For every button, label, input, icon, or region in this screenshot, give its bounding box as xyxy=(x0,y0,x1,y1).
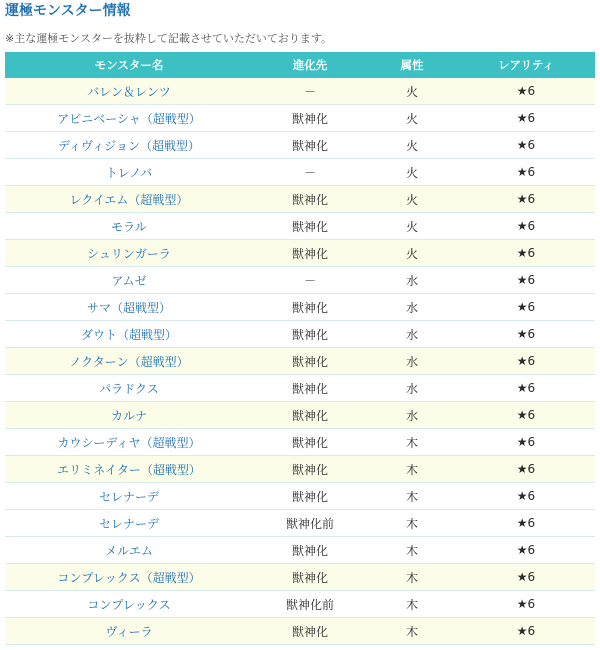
attribute-cell: 木 xyxy=(367,618,457,645)
rarity-cell: ★6 xyxy=(457,213,595,240)
monster-name-link[interactable]: トレノバ xyxy=(5,159,253,186)
monster-name-link[interactable]: セレナーデ xyxy=(5,510,253,537)
rarity-cell: ★6 xyxy=(457,375,595,402)
monster-name-link[interactable]: レクイエム（超戦型） xyxy=(5,186,253,213)
table-row xyxy=(5,618,595,645)
evolution-cell: 獣神化 xyxy=(253,321,367,348)
rarity-cell: ★6 xyxy=(457,618,595,645)
evolution-cell: － xyxy=(253,159,367,186)
table-row xyxy=(5,132,595,159)
attribute-cell: 火 xyxy=(367,240,457,267)
rarity-cell: ★6 xyxy=(457,294,595,321)
monster-name-link[interactable]: コンプレックス xyxy=(5,591,253,618)
table-row xyxy=(5,510,595,537)
table-row xyxy=(5,186,595,213)
evolution-cell: 獣神化 xyxy=(253,132,367,159)
evolution-cell: － xyxy=(253,267,367,294)
table-row xyxy=(5,483,595,510)
page-title: 運極モンスター情報 xyxy=(5,3,131,19)
attribute-cell: 水 xyxy=(367,294,457,321)
evolution-cell: 獣神化 xyxy=(253,618,367,645)
rarity-cell: ★6 xyxy=(457,321,595,348)
monster-name-link[interactable]: ノクターン（超戦型） xyxy=(5,348,253,375)
monster-name-link[interactable]: パラドクス xyxy=(5,375,253,402)
monster-name-link[interactable]: セレナーデ xyxy=(5,483,253,510)
evolution-cell: 獣神化 xyxy=(253,537,367,564)
attribute-cell: 水 xyxy=(367,348,457,375)
table-row xyxy=(5,294,595,321)
attribute-cell: 火 xyxy=(367,105,457,132)
table-row xyxy=(5,402,595,429)
monster-name-link[interactable]: バレン＆レンツ xyxy=(5,78,253,105)
table-body xyxy=(5,78,595,645)
evolution-cell: 獣神化前 xyxy=(253,591,367,618)
monster-name-link[interactable]: メルエム xyxy=(5,537,253,564)
monster-name-link[interactable]: アムゼ xyxy=(5,267,253,294)
table-row xyxy=(5,348,595,375)
monster-name-link[interactable]: シュリンガーラ xyxy=(5,240,253,267)
table-row xyxy=(5,375,595,402)
attribute-cell: 水 xyxy=(367,267,457,294)
evolution-cell: 獣神化 xyxy=(253,105,367,132)
monster-name-link[interactable]: ヴィーラ xyxy=(5,618,253,645)
evolution-cell: － xyxy=(253,78,367,105)
table-row xyxy=(5,537,595,564)
header-monster-name: モンスター名 xyxy=(5,52,253,78)
attribute-cell: 木 xyxy=(367,510,457,537)
attribute-cell: 火 xyxy=(367,159,457,186)
monster-name-link[interactable]: ダウト（超戦型） xyxy=(5,321,253,348)
rarity-cell: ★6 xyxy=(457,564,595,591)
rarity-cell: ★6 xyxy=(457,456,595,483)
table-row xyxy=(5,591,595,618)
monster-name-link[interactable]: モラル xyxy=(5,213,253,240)
table-row xyxy=(5,159,595,186)
rarity-cell: ★6 xyxy=(457,510,595,537)
table-row xyxy=(5,429,595,456)
rarity-cell: ★6 xyxy=(457,429,595,456)
monster-table xyxy=(5,52,595,645)
evolution-cell: 獣神化 xyxy=(253,375,367,402)
table-header xyxy=(5,52,595,78)
attribute-cell: 火 xyxy=(367,78,457,105)
rarity-cell: ★6 xyxy=(457,186,595,213)
evolution-cell: 獣神化 xyxy=(253,348,367,375)
attribute-cell: 火 xyxy=(367,132,457,159)
evolution-cell: 獣神化 xyxy=(253,240,367,267)
table-row xyxy=(5,456,595,483)
monster-name-link[interactable]: エリミネイター（超戦型） xyxy=(5,456,253,483)
evolution-cell: 獣神化 xyxy=(253,402,367,429)
table-row xyxy=(5,213,595,240)
attribute-cell: 水 xyxy=(367,402,457,429)
header-rarity: レアリティ xyxy=(457,52,595,78)
evolution-cell: 獣神化 xyxy=(253,456,367,483)
header-evolution: 進化先 xyxy=(253,52,367,78)
attribute-cell: 火 xyxy=(367,186,457,213)
evolution-cell: 獣神化 xyxy=(253,294,367,321)
rarity-cell: ★6 xyxy=(457,537,595,564)
table-row xyxy=(5,78,595,105)
rarity-cell: ★6 xyxy=(457,159,595,186)
monster-name-link[interactable]: アビニベーシャ（超戦型） xyxy=(5,105,253,132)
table-row xyxy=(5,240,595,267)
attribute-cell: 木 xyxy=(367,483,457,510)
rarity-cell: ★6 xyxy=(457,483,595,510)
attribute-cell: 木 xyxy=(367,429,457,456)
attribute-cell: 木 xyxy=(367,456,457,483)
attribute-cell: 火 xyxy=(367,213,457,240)
evolution-cell: 獣神化 xyxy=(253,564,367,591)
rarity-cell: ★6 xyxy=(457,240,595,267)
attribute-cell: 水 xyxy=(367,375,457,402)
attribute-cell: 木 xyxy=(367,537,457,564)
monster-name-link[interactable]: サマ（超戦型） xyxy=(5,294,253,321)
header-row xyxy=(5,52,595,78)
attribute-cell: 木 xyxy=(367,564,457,591)
evolution-cell: 獣神化 xyxy=(253,429,367,456)
rarity-cell: ★6 xyxy=(457,348,595,375)
evolution-cell: 獣神化 xyxy=(253,213,367,240)
rarity-cell: ★6 xyxy=(457,591,595,618)
table-row xyxy=(5,321,595,348)
monster-name-link[interactable]: カルナ xyxy=(5,402,253,429)
rarity-cell: ★6 xyxy=(457,105,595,132)
evolution-cell: 獣神化前 xyxy=(253,510,367,537)
table-row xyxy=(5,564,595,591)
table-note: ※主な運極モンスターを抜粋して記載させていただいております。 xyxy=(5,32,333,45)
evolution-cell: 獣神化 xyxy=(253,483,367,510)
monster-name-link[interactable]: コンプレックス（超戦型） xyxy=(5,564,253,591)
rarity-cell: ★6 xyxy=(457,78,595,105)
evolution-cell: 獣神化 xyxy=(253,186,367,213)
monster-name-link[interactable]: カウシーディヤ（超戦型） xyxy=(5,429,253,456)
attribute-cell: 水 xyxy=(367,321,457,348)
rarity-cell: ★6 xyxy=(457,132,595,159)
header-attribute: 属性 xyxy=(367,52,457,78)
table-row xyxy=(5,105,595,132)
attribute-cell: 木 xyxy=(367,591,457,618)
table-row xyxy=(5,267,595,294)
rarity-cell: ★6 xyxy=(457,402,595,429)
monster-name-link[interactable]: ディヴィジョン（超戦型） xyxy=(5,132,253,159)
rarity-cell: ★6 xyxy=(457,267,595,294)
